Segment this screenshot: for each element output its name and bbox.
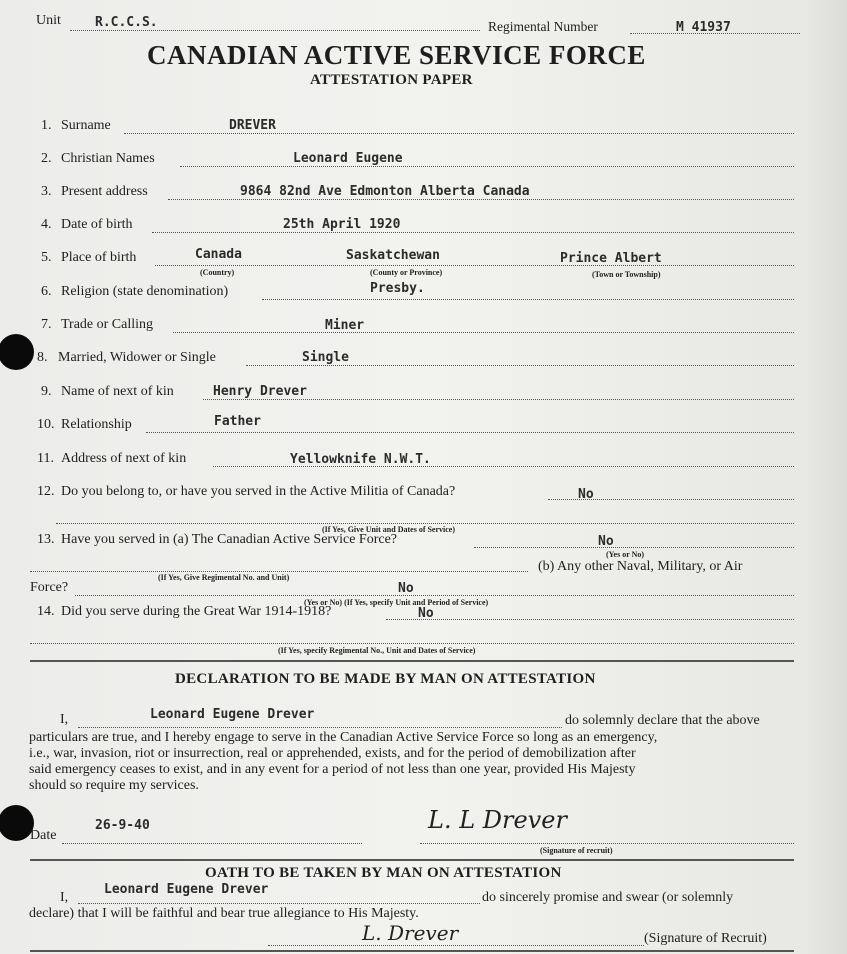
field-11-label: Address of next of kin [61, 451, 187, 466]
form-title: CANADIAN ACTIVE SERVICE FORCE [147, 40, 646, 70]
force-label: Force? [30, 580, 69, 595]
field-7-label: Trade or Calling [61, 317, 154, 332]
oath-signature: L. Drever [362, 921, 459, 945]
declaration-i: I, [60, 712, 69, 727]
regimental-number-value: M 41937 [676, 20, 731, 35]
question-13-number: 13. [37, 532, 55, 547]
oath-heading: OATH TO BE TAKEN BY MAN ON ATTESTATION [205, 865, 562, 881]
declaration-date-value: 26-9-40 [95, 818, 150, 833]
field-5-number: 5. [41, 250, 52, 265]
field-3-label: Present address [61, 184, 148, 199]
question-13b-hint: (Yes or No) (If Yes, specify Unit and Period of Service) [304, 598, 489, 607]
field-9-number: 9. [41, 384, 52, 399]
field-8-number: 8. [37, 350, 48, 365]
field-8-label: Married, Widower or Single [58, 350, 216, 365]
relationship-value: Father [214, 414, 261, 429]
declaration-line-4: said emergency ceases to exist, and in any event for a period of not less than one year, provided His Majesty [29, 762, 636, 777]
date-label: Date [30, 828, 57, 843]
question-14-hint: (If Yes, specify Regimental No., Unit and Dates of Service) [278, 646, 476, 655]
paper-edge-shadow [807, 0, 847, 954]
next-of-kin-value: Henry Drever [213, 384, 307, 399]
field-7-number: 7. [41, 317, 52, 332]
oath-divider [30, 859, 794, 861]
field-1-number: 1. [41, 118, 52, 133]
declaration-signature: L. L Drever [428, 806, 567, 834]
town-hint: (Town or Township) [592, 270, 661, 279]
next-of-kin-address-value: Yellowknife N.W.T. [290, 452, 431, 467]
field-6-label: Religion (state denomination) [61, 284, 229, 299]
bottom-line [30, 950, 794, 952]
oath-name: Leonard Eugene Drever [104, 882, 269, 897]
oath-i: I, [60, 890, 69, 905]
field-10-number: 10. [37, 417, 55, 432]
declaration-line-5: should so require my services. [29, 778, 199, 793]
question-12-number: 12. [37, 484, 55, 499]
field-4-number: 4. [41, 217, 52, 232]
county-hint: (County or Province) [370, 268, 443, 277]
section-divider [30, 660, 794, 662]
birth-county-value: Saskatchewan [346, 248, 440, 263]
question-12-hint: (If Yes, Give Unit and Dates of Service) [322, 525, 456, 534]
question-13b-answer: No [398, 581, 414, 596]
field-1-label: Surname [61, 118, 111, 133]
religion-value: Presby. [370, 281, 425, 296]
field-3-number: 3. [41, 184, 52, 199]
oath-signature-label: (Signature of Recruit) [644, 931, 767, 946]
declaration-line-2: particulars are true, and I hereby engage to serve in the Canadian Active Service Force so long as an emergency, [29, 730, 658, 745]
form-subtitle: ATTESTATION PAPER [310, 72, 473, 88]
question-13a-answer: No [598, 534, 614, 549]
declaration-line-1: do solemnly declare that the above [565, 713, 760, 728]
field-2-label: Christian Names [61, 151, 155, 166]
present-address-value: 9864 82nd Ave Edmonton Alberta Canada [240, 184, 530, 199]
regimental-hint: (If Yes, Give Regimental No. and Unit) [158, 573, 290, 582]
birth-town-value: Prince Albert [560, 251, 662, 266]
declaration-heading: DECLARATION TO BE MADE BY MAN ON ATTESTATION [175, 671, 596, 687]
field-9-label: Name of next of kin [61, 384, 174, 399]
declaration-line-3: i.e., war, invasion, riot or insurrection, real or apprehended, exists, and for the period of demobilization after [29, 746, 636, 761]
question-12-text: Do you belong to, or have you served in the Active Militia of Canada? [61, 484, 456, 499]
field-10-label: Relationship [61, 417, 132, 432]
date-of-birth-value: 25th April 1920 [283, 217, 401, 232]
oath-line-2: declare) that I will be faithful and bear true allegiance to His Majesty. [29, 906, 419, 921]
oath-line-1: do sincerely promise and swear (or solemnly [482, 890, 734, 905]
field-4-label: Date of birth [61, 217, 133, 232]
yes-no-hint: (Yes or No) [606, 550, 645, 559]
country-hint: (Country) [200, 268, 235, 277]
question-14-number: 14. [37, 604, 55, 619]
question-14-answer: No [418, 606, 434, 621]
field-11-number: 11. [37, 451, 54, 466]
declaration-signature-hint: (Signature of recruit) [540, 846, 613, 855]
marital-status-value: Single [302, 350, 349, 365]
field-6-number: 6. [41, 284, 52, 299]
question-13b-text: (b) Any other Naval, Military, or Air [538, 559, 743, 574]
birth-country-value: Canada [195, 247, 242, 262]
surname-value: DREVER [229, 118, 276, 133]
field-2-number: 2. [41, 151, 52, 166]
field-5-label: Place of birth [61, 250, 137, 265]
question-14-text: Did you serve during the Great War 1914-1918? [61, 604, 332, 619]
unit-label: Unit [36, 13, 61, 28]
question-12-answer: No [578, 487, 594, 502]
christian-names-value: Leonard Eugene [293, 151, 403, 166]
declaration-name: Leonard Eugene Drever [150, 707, 315, 722]
unit-value: R.C.C.S. [95, 15, 158, 30]
regimental-number-label: Regimental Number [488, 19, 598, 34]
trade-value: Miner [325, 318, 365, 333]
question-13-text: Have you served in (a) The Canadian Active Service Force? [61, 532, 397, 547]
